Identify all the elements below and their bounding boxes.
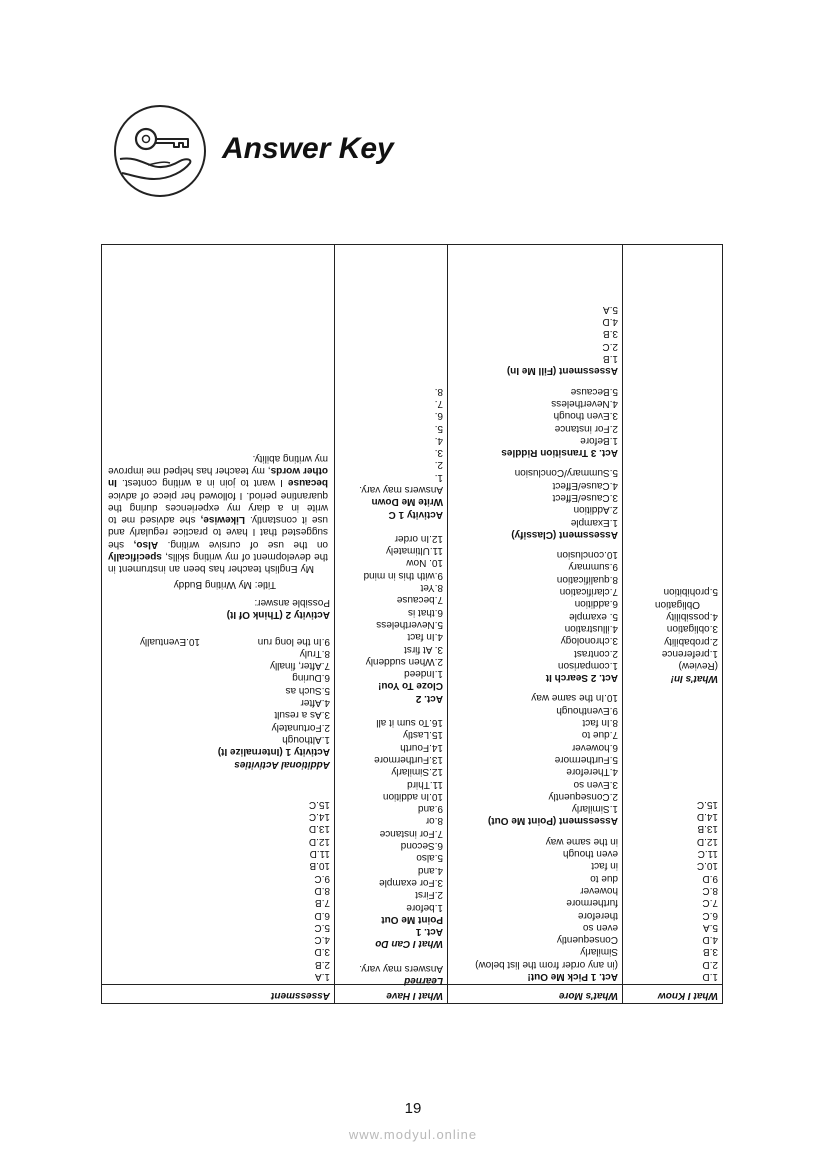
section-heading: What's In! — [670, 672, 718, 684]
section-heading: Act. 1 Pick Me Out! — [527, 971, 618, 982]
answer-item: 5. example — [569, 610, 618, 622]
answer-item: 4.possibility — [666, 611, 718, 623]
answer-item: 5.Nevertheless — [376, 618, 443, 630]
answer-item: 4.illustration — [564, 622, 618, 634]
answer-item: 6.Second — [400, 840, 443, 852]
answer-item: however — [580, 884, 618, 896]
answer-item: 5. — [434, 422, 443, 434]
watermark: www.modyul.online — [348, 1127, 478, 1142]
page-title: Answer Key — [222, 132, 394, 165]
answer-item: 3.obligation — [666, 623, 718, 635]
essay-text: on the use of cursive writing. — [158, 538, 328, 550]
essay-text: My English teacher has been an instrument in the development of my writing skills, — [108, 551, 328, 575]
section-heading: Assessment (Fill Me In) — [506, 365, 618, 377]
column-assessment — [102, 245, 334, 1004]
essay-text: , my teacher has helped me improve my writing ability. — [108, 452, 328, 477]
answer-item: 1.D — [702, 971, 718, 982]
answer-item: 9.and — [417, 803, 443, 815]
section-heading: Assessment (Point Me Out) — [487, 815, 618, 827]
answer-item: 2.When suddenly — [365, 655, 443, 667]
answer-item: 8. — [434, 385, 443, 397]
answer-item: 10.C — [696, 860, 718, 872]
answer-item: 1.before — [406, 901, 443, 913]
answer-item: 7.C — [702, 897, 718, 909]
answer-item: 5.A — [702, 921, 718, 933]
answer-item: 9.C — [314, 872, 330, 884]
answer-item: 11.C — [697, 848, 718, 860]
answer-item: 8.In fact — [582, 717, 618, 729]
answer-item: furthermore — [566, 897, 618, 909]
column-heading: Assessment — [271, 990, 330, 1001]
answer-item: 2.For instance — [554, 422, 618, 434]
answer-item: 1.preference — [661, 647, 718, 659]
answer-item: 1.Similarly — [571, 803, 618, 815]
answer-item: 3.As a result — [274, 709, 330, 721]
answer-item: 2.probability — [664, 635, 718, 647]
answer-item: 11.Third — [407, 778, 443, 790]
essay-paragraph — [108, 451, 328, 574]
answer-item: Answers may vary. — [359, 484, 443, 496]
answer-item: 4.and — [417, 864, 443, 876]
answer-item: 1.Although — [282, 733, 330, 745]
answer-item: 3.For example — [379, 876, 443, 888]
answer-item: 5.Such as — [285, 684, 330, 696]
column-heading: What I Know — [658, 990, 718, 1001]
answer-item: 3.B — [702, 946, 718, 958]
column-heading: What's More — [558, 990, 618, 1001]
answer-item: 14.D — [696, 811, 718, 823]
answer-item: 3.Even though — [553, 410, 618, 422]
answer-item: Consequently — [556, 934, 618, 946]
answer-item: 2.contrast — [574, 647, 618, 659]
answer-item: 9.D — [702, 872, 718, 884]
section-heading: Act. 2 Search It — [545, 672, 618, 684]
answer-item: 10.In addition — [382, 790, 443, 802]
page-number: 19 — [404, 1100, 422, 1117]
answer-item: 10.B — [309, 860, 330, 872]
answer-item: 4.Cause/Effect — [552, 479, 618, 491]
essay-transition: Also, — [133, 538, 159, 550]
answer-item: 2.Consequently — [548, 790, 618, 802]
answer-item: 12.D — [696, 835, 718, 847]
column-heading-line2: Learned — [404, 975, 443, 986]
answer-item: 5.Summary/Conclusion — [514, 467, 618, 479]
answer-item: 2.Addition — [573, 504, 618, 516]
answer-item: 5.C — [314, 921, 330, 933]
answer-item: 4.D — [702, 934, 718, 946]
answer-item: 6.C — [702, 909, 718, 921]
answer-item: 7.B — [314, 897, 330, 909]
essay-transition: specifically — [108, 551, 162, 563]
answer-item: 12.D — [308, 835, 330, 847]
answer-item: 9.summary — [568, 561, 618, 573]
section-heading: Point Me Out — [381, 913, 443, 925]
answer-item: 8.Yet — [420, 582, 443, 594]
answer-item: 6.During — [292, 672, 330, 684]
column-whats-more — [447, 245, 622, 1004]
answer-item: 15.C — [308, 798, 330, 810]
section-heading: Act. 3 Transition Riddles — [501, 447, 618, 459]
answer-item: 6.that is — [407, 606, 443, 618]
section-heading: Act. 1 — [415, 926, 443, 938]
answer-item: 9.Eventhough — [556, 704, 618, 716]
answer-item: 3.B — [602, 328, 618, 340]
answer-item: 14.C — [308, 811, 330, 823]
answer-item: 1.Example — [570, 516, 618, 528]
answer-item: Answers may vary. — [359, 962, 443, 974]
answer-item: 4. — [434, 434, 443, 446]
answer-item: 6.however — [571, 741, 618, 753]
answer-label: Possible answer: — [254, 596, 330, 608]
answer-item: 6. — [434, 410, 443, 422]
answer-item: 12.In order — [394, 532, 443, 544]
answer-item: (in any order from the list below) — [475, 958, 618, 970]
answer-item: 5.A — [602, 303, 618, 315]
answer-item: 9.with this in mind — [363, 569, 443, 581]
answer-item: even though — [562, 848, 618, 860]
column-what-i-have-learned — [334, 245, 447, 1004]
answer-item: 4.Nevertheless — [551, 397, 618, 409]
section-heading: Activity 1 C — [388, 508, 443, 520]
section-heading: Write Me Down — [371, 496, 443, 508]
column-what-i-know — [622, 245, 722, 1004]
answer-item: 1.comparison — [557, 659, 618, 671]
answer-item: 4.In fact — [407, 631, 443, 643]
answer-item: 2.Fortunately — [271, 721, 330, 733]
answer-item: 3.Cause/Effect — [552, 492, 618, 504]
answer-item: 15.Lastly — [402, 729, 443, 741]
answer-item: 10.conclusion — [556, 549, 618, 561]
essay-transition: Likewise, — [200, 514, 246, 526]
answer-item: 7. — [434, 397, 443, 409]
answer-item: 8.D — [314, 884, 330, 896]
answer-item: Similarly — [580, 946, 618, 958]
answer-item: 3.D — [314, 946, 330, 958]
answer-item: 7.due to — [581, 729, 618, 741]
answer-item: 11.D — [309, 848, 330, 860]
answer-item: 6.D — [314, 909, 330, 921]
answer-item: 8.qualification — [556, 573, 618, 585]
answer-item: 3. — [434, 447, 443, 459]
answer-item: 5.Because — [570, 385, 618, 397]
answer-item: 9.In the long run — [257, 635, 330, 647]
answer-item: 12.Similarly — [391, 766, 443, 778]
answer-key-table — [101, 244, 723, 1004]
answer-item: 4.C — [314, 934, 330, 946]
answer-item: 1.Indeed — [404, 668, 443, 680]
essay-transition: because — [287, 477, 328, 489]
answer-item: even so — [582, 921, 618, 933]
answer-item: 10. Now — [406, 557, 443, 569]
answer-item: 13.Furthermore — [374, 753, 443, 765]
answer-item: 6.addition — [574, 598, 618, 610]
answer-item: 7.clarification — [559, 586, 618, 598]
section-heading: Cloze To You! — [378, 680, 443, 692]
answer-item: in the same way — [545, 835, 618, 847]
answer-item: 5.Furthermore — [554, 753, 618, 765]
answer-item: 1.A — [314, 971, 330, 982]
key-in-hand-icon — [110, 103, 210, 199]
answer-item: 8.C — [702, 884, 718, 896]
answer-item: 10.Eventually — [139, 635, 200, 647]
answer-item: 11.Ultimately — [385, 545, 443, 557]
section-heading: Activity 2 (Think Of It) — [226, 609, 330, 621]
answer-item: in fact — [591, 860, 618, 872]
answer-item: 7.After, finally — [269, 660, 330, 672]
answer-item: 4.After — [300, 697, 330, 709]
answer-item: therefore — [577, 909, 618, 921]
column-heading: What I Have — [386, 990, 443, 1001]
answer-item: 3.chronology — [560, 635, 618, 647]
answer-item: 8.Truly — [299, 647, 330, 659]
answer-item: 3.Even so — [573, 778, 618, 790]
answer-item: 7.because — [396, 594, 443, 606]
answer-item: 2.B — [314, 958, 330, 970]
answer-item: 1. — [434, 471, 443, 483]
answer-item: 14.Fourth — [400, 741, 443, 753]
answer-item: 4.D — [602, 316, 618, 328]
answer-item: 5.prohibition — [663, 586, 718, 598]
answer-item: 13.B — [697, 823, 718, 835]
answer-item: 3. At first — [404, 643, 443, 655]
answer-item: (Review) — [678, 660, 718, 672]
section-heading: Act. 2 — [415, 692, 443, 704]
answer-item: 10.In the same way — [531, 692, 618, 704]
section-heading: What I Can Do — [375, 938, 443, 950]
essay-text: she advised me to write in a diary my experiences during the quarantine period. I followed her piece of advice — [108, 489, 328, 526]
answer-item: 8.or — [425, 815, 443, 827]
essay-text: I want to join in a writing contest. — [116, 477, 288, 489]
answer-item: 2.D — [702, 958, 718, 970]
answer-item: 13.D — [308, 823, 330, 835]
answer-item: Obligation — [654, 598, 700, 610]
answer-item: due to — [590, 872, 618, 884]
answer-item: 5.also — [416, 852, 443, 864]
answer-item: 2. — [434, 459, 443, 471]
answer-item: 16.To sum it all — [376, 717, 443, 729]
answer-item: 4.Therefore — [566, 766, 618, 778]
essay-text: she suggested that I have to practice regularly and use it constantly. — [108, 514, 328, 550]
section-heading: Assessment (Classify) — [511, 528, 618, 540]
answer-item: 2.C — [602, 340, 618, 352]
answer-item: 15.C — [696, 798, 718, 810]
section-heading: Activity 1 (Internalize It) — [217, 746, 330, 758]
essay-transition: In other words — [108, 465, 328, 489]
essay-title: Title: My Writing Buddy — [173, 578, 276, 590]
answer-item: 1.Before — [580, 434, 618, 446]
answer-item: 7.For instance — [379, 827, 443, 839]
answer-item: 1.B — [602, 353, 618, 365]
answer-item: 2.First — [415, 889, 443, 901]
section-heading: Additional Activities — [234, 758, 330, 770]
